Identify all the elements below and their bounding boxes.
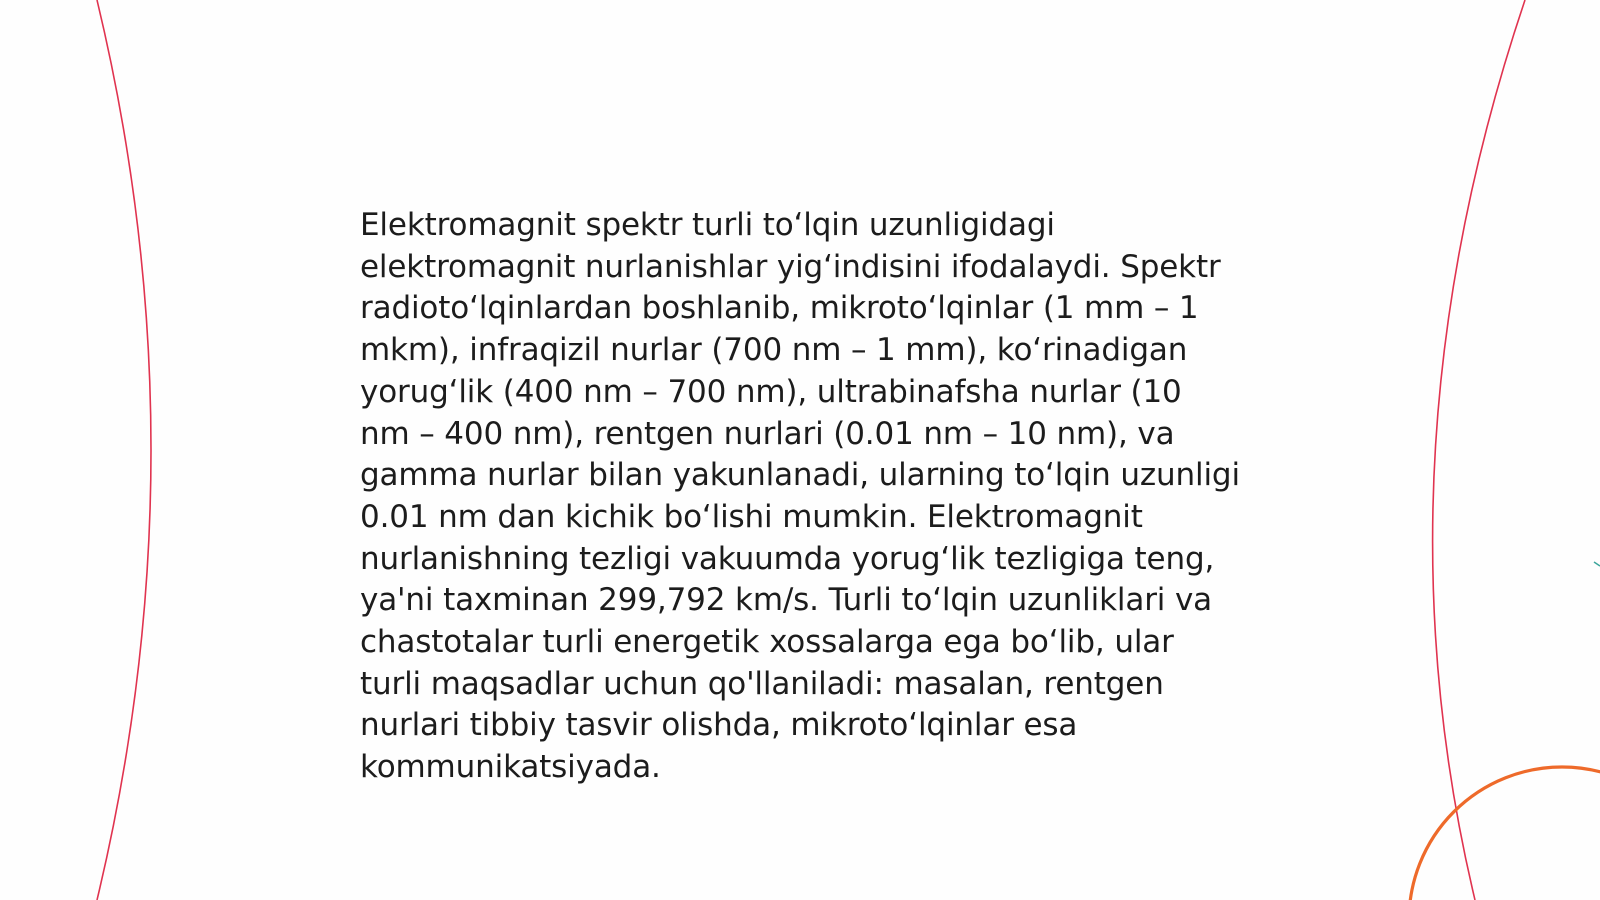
body-paragraph: Elektromagnit spektr turli to‘lqin uzunligidagi elektromagnit nurlanishlar yig‘indisini ifodalaydi. Spektr radioto‘lqinlardan boshlanib, mikroto‘lqinlar (1 mm – 1 mkm), infraqizil nurlar (700 nm – 1 mm), ko‘rinadigan yorug‘lik (400 nm – 700 nm), ultrabinafsha nurlar (10 nm – 400 nm), rentgen nurlari (0.01 nm – 10 nm), va gamma nurlar bilan yakunlanadi, ularning to‘lqin uzunligi 0.01 nm dan kichik bo‘lishi mumkin. Elektromagnit nurlanishning tezligi vakuumda yorug‘lik tezligiga teng, ya'ni taxminan 299,792 km/s. Turli to‘lqin uzunliklari va chastotalar turli energetik xossalarga ega bo‘lib, ular turli maqsadlar uchun qo'llaniladi: masalan, rentgen nurlari tibbiy tasvir olishda, mikroto‘lqinlar esa kommunikatsiyada. [360, 207, 1240, 786]
accent-circle [1409, 767, 1600, 900]
right-curve-line [1433, 0, 1525, 900]
left-curve-line [97, 0, 151, 900]
small-tick-mark [1594, 562, 1600, 566]
